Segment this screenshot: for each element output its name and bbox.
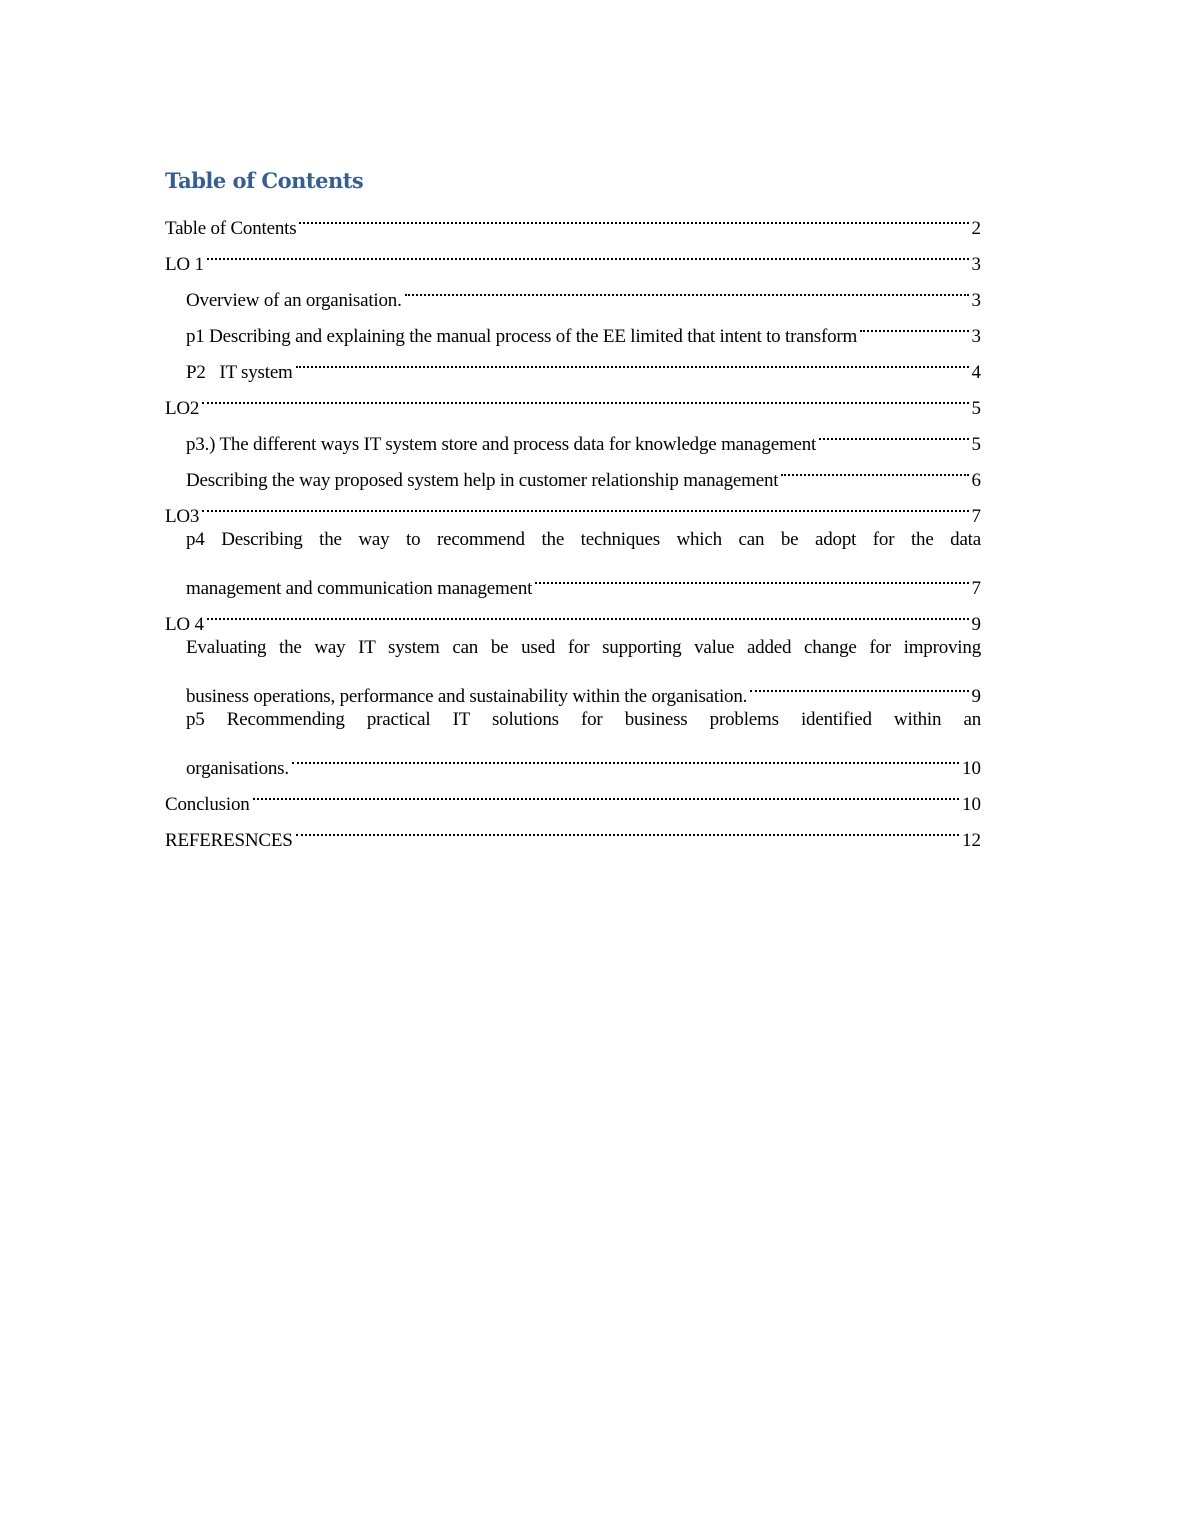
- dot-leader: [202, 486, 968, 522]
- document-page: [165, 164, 981, 851]
- toc-entry-title: management and communication management: [186, 578, 533, 599]
- dot-leader: [535, 558, 968, 594]
- toc-entry-row: [165, 234, 981, 275]
- toc-entry-title: Conclusion: [165, 794, 250, 815]
- toc-entry-title: business operations, performance and sustainability within the organisation.: [186, 686, 748, 707]
- toc-entry-row: [165, 378, 981, 419]
- toc-entry-page-number: 3: [971, 326, 981, 347]
- toc-entry-title: LO 1: [165, 254, 204, 275]
- toc-entry[interactable]: [165, 270, 981, 311]
- toc-heading: Table of Contents: [165, 168, 364, 193]
- toc-entry[interactable]: [165, 594, 981, 635]
- toc-entry[interactable]: [165, 198, 981, 239]
- toc-list: [165, 198, 981, 851]
- toc-entry-page-number: 10: [962, 758, 981, 779]
- toc-entry-row: [165, 198, 981, 239]
- toc-entry[interactable]: [165, 774, 981, 815]
- toc-entry-title: p3.) The different ways IT system store and process data for knowledge management: [186, 434, 817, 455]
- dot-leader: [405, 270, 969, 306]
- toc-entry[interactable]: [165, 630, 981, 707]
- toc-entry-page-number: 7: [971, 578, 981, 599]
- toc-entry-title: Overview of an organisation.: [186, 290, 402, 311]
- dot-leader: [202, 378, 968, 414]
- toc-entry-title: LO3: [165, 506, 200, 527]
- toc-entry-row: [165, 486, 981, 527]
- toc-entry-page-number: 6: [971, 470, 981, 491]
- toc-entry[interactable]: [165, 810, 981, 851]
- toc-entry-title: P2 IT system: [186, 362, 293, 383]
- dot-leader: [296, 810, 959, 846]
- toc-entry[interactable]: [165, 234, 981, 275]
- toc-entry-row: [186, 414, 981, 455]
- dot-leader: [207, 594, 969, 630]
- toc-entry[interactable]: [165, 522, 981, 599]
- toc-entry-page-number: 5: [971, 398, 981, 419]
- toc-entry-page-number: 5: [971, 434, 981, 455]
- toc-entry-page-number: 2: [971, 218, 981, 239]
- toc-entry-page-number: 4: [971, 362, 981, 383]
- toc-entry-title: LO2: [165, 398, 200, 419]
- toc-entry[interactable]: [165, 702, 981, 779]
- toc-entry-row: [165, 774, 981, 815]
- toc-entry-row: [186, 558, 981, 599]
- toc-entry[interactable]: [165, 414, 981, 455]
- dot-leader: [207, 234, 969, 270]
- dot-leader: [781, 450, 968, 486]
- toc-entry-page-number: 10: [962, 794, 981, 815]
- toc-entry[interactable]: [165, 486, 981, 527]
- toc-entry-row: [186, 342, 981, 383]
- toc-entry[interactable]: [165, 378, 981, 419]
- dot-leader: [819, 414, 968, 450]
- toc-entry-title: REFERESNCES: [165, 830, 293, 851]
- toc-entry-page-number: 12: [962, 830, 981, 851]
- dot-leader: [750, 666, 968, 702]
- toc-entry-row: [186, 738, 981, 779]
- toc-entry-title-line: p5 Recommending practical IT solutions for business problems identified within an: [186, 709, 981, 730]
- toc-entry-title: LO 4: [165, 614, 204, 635]
- toc-entry-page-number: 9: [971, 614, 981, 635]
- toc-entry-title: organisations.: [186, 758, 289, 779]
- dot-leader: [860, 306, 968, 342]
- toc-entry-row: [165, 810, 981, 851]
- toc-entry-title: Describing the way proposed system help in customer relationship management: [186, 470, 779, 491]
- toc-entry-title: p1 Describing and explaining the manual process of the EE limited that intent to transform: [186, 326, 858, 347]
- toc-entry-row: [186, 270, 981, 311]
- toc-entry-title-line: Evaluating the way IT system can be used for supporting value added change for improving: [186, 637, 981, 658]
- toc-entry-page-number: 7: [971, 506, 981, 527]
- dot-leader: [299, 198, 968, 234]
- toc-entry-row: [165, 594, 981, 635]
- toc-entry-page-number: 9: [971, 686, 981, 707]
- toc-entry-title: Table of Contents: [165, 218, 297, 239]
- toc-entry-title-line: p4 Describing the way to recommend the techniques which can be adopt for the data: [186, 529, 981, 550]
- toc-entry-row: [186, 666, 981, 707]
- dot-leader: [296, 342, 969, 378]
- toc-entry-page-number: 3: [971, 290, 981, 311]
- dot-leader: [292, 738, 959, 774]
- toc-entry-page-number: 3: [971, 254, 981, 275]
- dot-leader: [253, 774, 959, 810]
